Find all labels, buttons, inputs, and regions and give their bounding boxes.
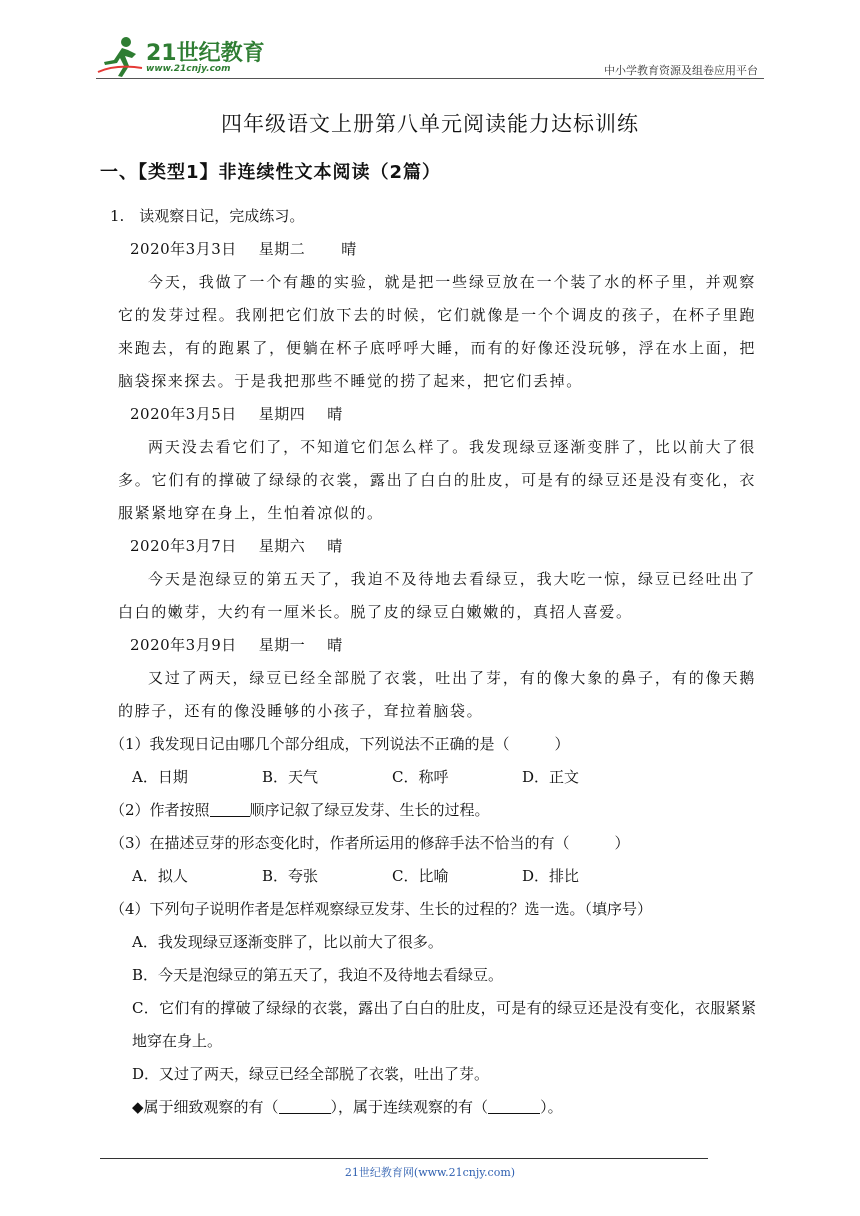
subquestion-1: （1）我发现日记由哪几个部分组成，下列说法不正确的是（ ）: [110, 735, 570, 753]
subquestion-3-options: [118, 860, 756, 893]
date: 2020年3月5日: [130, 405, 237, 423]
weather: 晴: [327, 636, 343, 654]
logo-text: 21世纪教育: [146, 41, 265, 66]
option-b: B．夸张: [262, 867, 319, 885]
answer-blank[interactable]: [279, 1097, 331, 1114]
diary-date-3: [118, 530, 756, 563]
weather: 晴: [341, 240, 357, 258]
subquestion-4-c: C．它们有的撑破了绿绿的衣裳，露出了白白的肚皮，可是有的绿豆还是没有变化，衣服紧紧地穿在身上。: [132, 999, 756, 1050]
fill-text-3: ）。: [540, 1098, 563, 1116]
subquestion-4-fill: [118, 1091, 756, 1124]
weather: 晴: [327, 537, 343, 555]
subquestion-4-d: D．又过了两天，绿豆已经全部脱了衣裳，吐出了芽。: [132, 1065, 490, 1083]
weekday: 星期二: [258, 240, 306, 258]
subquestion-4-b: B．今天是泡绿豆的第五天了，我迫不及待地去看绿豆。: [132, 966, 504, 984]
footer-divider: [100, 1158, 708, 1159]
footer-link[interactable]: 21世纪教育网(www.21cnjy.com): [344, 1166, 516, 1179]
subquestion-2-before: （2）作者按照: [110, 801, 210, 819]
page-title: 四年级语文上册第八单元阅读能力达标训练: [221, 112, 639, 136]
fill-text-2: ），属于连续观察的有（: [330, 1098, 489, 1116]
logo: [96, 34, 266, 78]
weekday: 星期六: [258, 537, 306, 555]
fill-text-1: ◆属于细致观察的有（: [132, 1098, 279, 1116]
subquestion-4-a: A．我发现绿豆逐渐变胖了，比以前大了很多。: [132, 933, 443, 951]
option-d: D．正文: [522, 768, 580, 786]
subquestion-3: （3）在描述豆芽的形态变化时，作者所运用的修辞手法不恰当的有（ ）: [110, 834, 630, 852]
platform-name: 中小学教育资源及组卷应用平台: [604, 64, 758, 77]
diary-text-4: 又过了两天，绿豆已经全部脱了衣裳，吐出了芽，有的像大象的鼻子，有的像天鹅的脖子，还有的像没睡够的小孩子，耷拉着脑袋。: [118, 669, 756, 720]
weekday: 星期一: [258, 636, 306, 654]
option-c: C．比喻: [392, 867, 449, 885]
option-a: A．拟人: [132, 867, 188, 885]
section-heading: 一、【类型1】非连续性文本阅读（2篇）: [100, 162, 442, 183]
date: 2020年3月9日: [130, 636, 237, 654]
subquestion-2: [110, 794, 756, 827]
subquestion-1-options: [118, 761, 756, 794]
diary-date-4: [118, 629, 756, 662]
diary-text-1: 今天，我做了一个有趣的实验，就是把一些绿豆放在一个装了水的杯子里，并观察它的发芽过程。我刚把它们放下去的时候，它们就像是一个个调皮的孩子，在杯子里跑来跑去，有的跑累了，便躺在杯子底呼呼大睡，而有的好像还没玩够，浮在水上面，把脑袋探来探去。于是我把那些不睡觉的捞了起来，把它们丢掉。: [118, 273, 756, 390]
date: 2020年3月7日: [130, 537, 237, 555]
option-d: D．排比: [522, 867, 580, 885]
page-header: [96, 30, 764, 80]
logo-url: www.21cnjy.com: [146, 64, 231, 74]
diary-date-2: [118, 398, 756, 431]
weekday: 星期四: [258, 405, 306, 423]
weather: 晴: [327, 405, 343, 423]
runner-logo-icon: [96, 34, 144, 78]
header-divider: [96, 78, 764, 79]
option-a: A．日期: [132, 768, 188, 786]
diary-text-2: 两天没去看它们了，不知道它们怎么样了。我发现绿豆逐渐变胖了，比以前大了很多。它们有的撑破了绿绿的衣裳，露出了白白的肚皮，可是有的绿豆还是没有变化，衣服紧紧地穿在身上，生怕着凉似的。: [118, 438, 756, 522]
answer-blank[interactable]: [210, 800, 250, 817]
subquestion-2-after: 顺序记叙了绿豆发芽、生长的过程。: [249, 801, 490, 819]
diary-date-1: [118, 233, 756, 266]
option-b: B．天气: [262, 768, 319, 786]
date: 2020年3月3日: [130, 240, 237, 258]
answer-blank[interactable]: [488, 1097, 540, 1114]
question-1-prompt: 1. 读观察日记，完成练习。: [110, 207, 305, 225]
subquestion-4: （4）下列句子说明作者是怎样观察绿豆发芽、生长的过程的？选一选。（填序号）: [110, 900, 653, 918]
diary-text-3: 今天是泡绿豆的第五天了，我迫不及待地去看绿豆，我大吃一惊，绿豆已经吐出了白白的嫩芽，大约有一厘米长。脱了皮的绿豆白嫩嫩的，真招人喜爱。: [118, 570, 756, 621]
document-body: [110, 200, 756, 1124]
option-c: C．称呼: [392, 768, 449, 786]
